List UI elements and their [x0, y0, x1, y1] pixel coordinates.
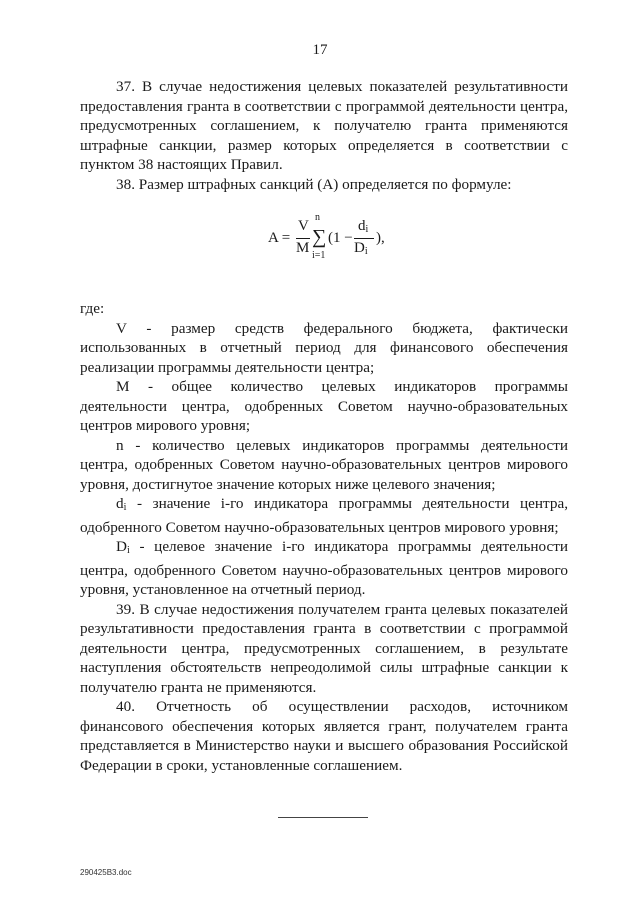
formula-numer-d	[358, 218, 368, 235]
penalty-formula	[268, 212, 418, 266]
definition-D-text: - целевое значение i-го индикатора программы деятельности центра, одобренного Советом научно-образовательных центров мирового уровня, установленное на отчетный период.	[80, 538, 568, 598]
definition-d-text: - значение i-го индикатора программы деятельности центра, одобренного Советом научно-образовательных центров мирового уровня;	[80, 495, 568, 536]
definitions	[80, 299, 568, 775]
definition-D-subscript: i	[126, 545, 130, 556]
clause-38	[80, 175, 568, 195]
separator-line	[278, 817, 368, 818]
formula-fraction-bar-vm	[296, 238, 310, 239]
clause-37-text: 37. В случае недостижения целевых показателей результативности предоставления гранта в соответствии с программой деятельности центра, предусмотренных соглашением, к получателю гранта применяются штрафные санкции, размер которых определяется в соответствии с пунктом 38 настоящих Правил.	[80, 78, 568, 173]
definition-d	[80, 494, 568, 537]
formula-numer-d-sub: i	[365, 224, 369, 235]
formula-denom-D-sym: D	[354, 240, 365, 256]
footer-file-reference: 290425В3.doc	[80, 868, 132, 877]
definition-d-symbol: d	[116, 495, 124, 512]
formula-denom-D-sub: i	[364, 246, 368, 257]
formula-denom-D	[354, 240, 368, 257]
clause-39-text: 39. В случае недостижения получателем гранта целевых показателей результативности предоставления гранта в соответствии с программой деятельности центра, предусмотренных соглашением, в результате наступления обстоятельств непреодолимой силы штрафные санкции к получателю гранта не применяются.	[80, 600, 568, 696]
formula-sum-bottom: i=1	[312, 250, 326, 261]
clause-37	[80, 77, 568, 175]
definition-m: M - общее количество целевых индикаторов программы деятельности центра, одобренных Советом научно-образовательных центров мирового уровня;	[80, 378, 568, 434]
definition-D	[80, 537, 568, 600]
formula-open: (1 −	[328, 230, 353, 246]
formula-close: ),	[376, 230, 385, 246]
where-label: где:	[80, 300, 105, 317]
definition-n: n - количество целевых индикаторов программы деятельности центра, одобренных Советом научно-образовательных центров мирового уровня, достигнутое значение которых ниже целевого значения;	[80, 436, 568, 493]
formula-numer-d-sym: d	[358, 218, 366, 234]
clause-40-text: 40. Отчетность об осуществлении расходов, источником финансового обеспечения которых является грант, получателем гранта представляется в Министерство науки и высшего образования Российской Федерации в сроки, установленные соглашением.	[80, 698, 568, 774]
formula-denom-m: M	[296, 240, 310, 256]
definition-D-symbol: D	[116, 538, 127, 555]
formula-lhs: A =	[268, 230, 291, 246]
formula-sum-top: n	[315, 212, 320, 223]
formula-sum-sign: ∑	[312, 226, 327, 248]
clause-38-text: 38. Размер штрафных санкций (A) определяется по формуле:	[116, 176, 512, 193]
formula-fraction-bar-dd	[354, 238, 374, 239]
formula-numer-v: V	[298, 218, 309, 234]
definition-v: V - размер средств федерального бюджета, фактически использованных в отчетный период для финансового обеспечения реализации программы деятельности центра;	[80, 319, 568, 376]
page-number: 17	[312, 42, 328, 58]
definition-d-subscript: i	[123, 502, 127, 513]
